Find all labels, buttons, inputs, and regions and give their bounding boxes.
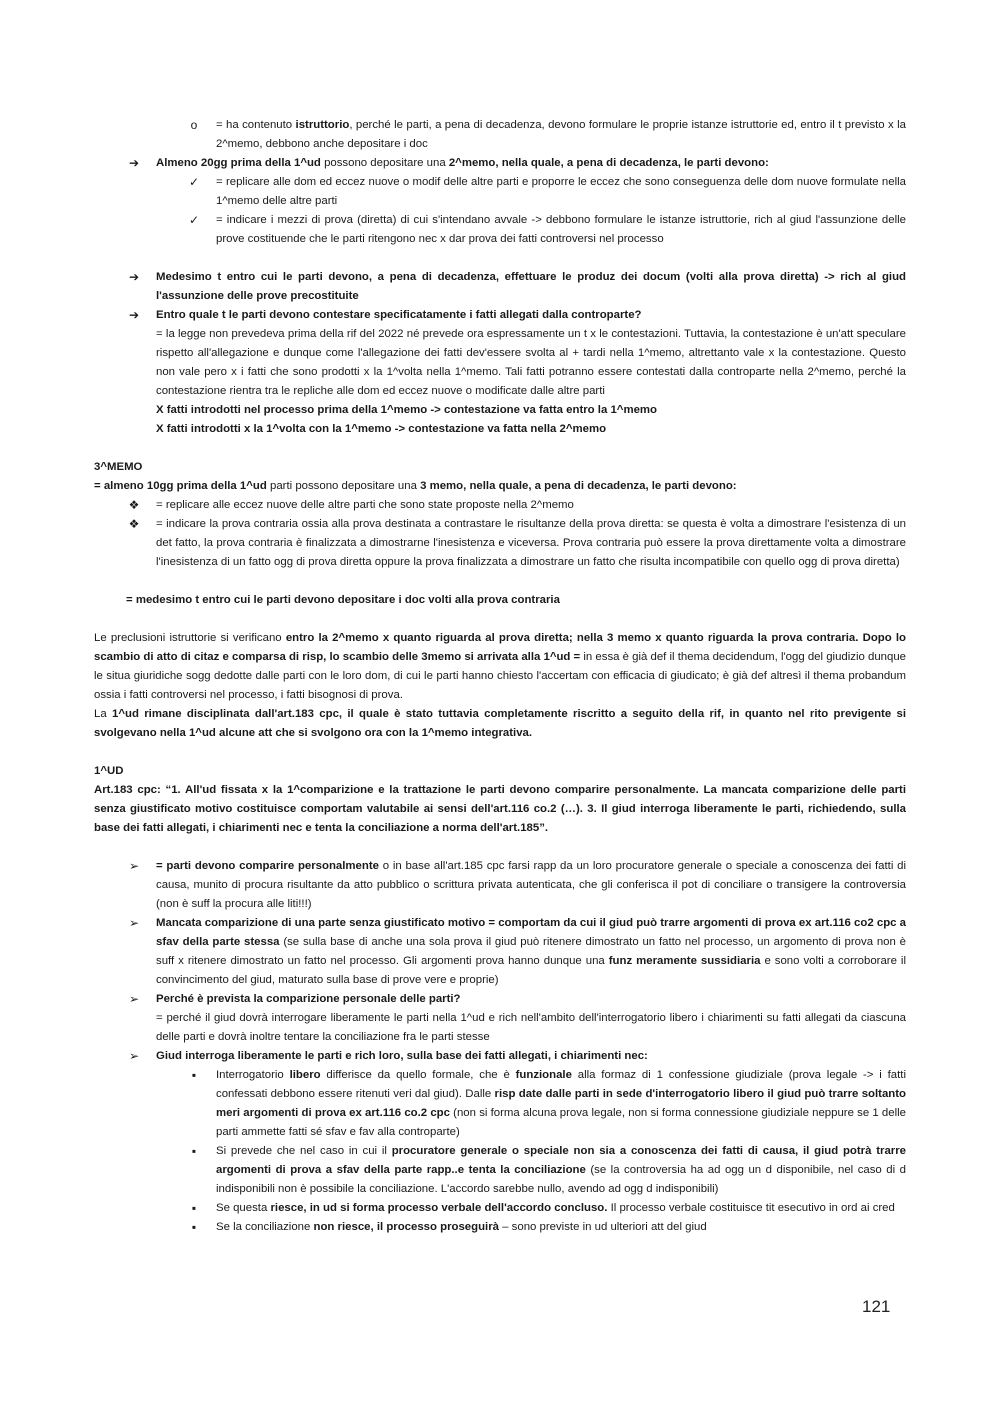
text-run: funz meramente sussidiaria	[608, 955, 761, 967]
text-run: Art.183 cpc: “1. All'ud fissata x la 1^comparizione e la trattazione le parti devono comparire personalmente. La mancata comparizione delle parti senza giustificato motivo costituisce comportam valutabile ai sensi dell'art.116 co.2 (…). 3. Il giud interroga liberamente le parti, richiedendo, sulla base dei fatti allegati, i chiarimenti nec e tenta la conciliazione a norma dell'art.185”.	[94, 784, 906, 834]
list-item-text	[216, 1142, 906, 1199]
list-item-text	[156, 1047, 906, 1066]
text-run: Perché è prevista la comparizione personale delle parti?	[156, 993, 461, 1005]
paragraph	[94, 420, 906, 439]
text-run: – sono previste in ud ulteriori att del giud	[499, 1221, 707, 1233]
list-item-text	[156, 990, 906, 1009]
list-item-text	[156, 515, 906, 572]
text-run: Mancata comparizione di una parte senza giustificato motivo = comportam da cui il giud può trarre argomenti di prova ex art.116 co2 cpc a sfav della parte stessa	[156, 917, 906, 948]
paragraph	[94, 325, 906, 401]
text-run: = replicare alle eccez nuove delle altre parti che sono state proposte nella 2^memo	[156, 499, 574, 511]
text-run: Si prevede che nel caso in cui il	[216, 1145, 392, 1157]
text-run: parti possono depositare una	[266, 480, 421, 492]
document-page	[94, 116, 906, 1237]
list-item-text	[216, 1066, 906, 1142]
text-run: istruttorio	[295, 119, 350, 131]
text-run: Se questa	[216, 1202, 271, 1214]
arrow-bullet-icon: ➔	[128, 270, 140, 284]
text-run: procuratore generale o speciale non sia a conoscenza dei fatti di causa, il giud potrà trarre argomenti di prova a sfav della parte rapp..e tenta la conciliazione	[216, 1145, 906, 1176]
paragraph	[94, 477, 906, 496]
text-run: Il processo verbale costituisce tit esecutivo in ord ai cred	[607, 1202, 895, 1214]
text-run: = ha contenuto	[216, 119, 296, 131]
text-run: risp date dalle parti in sede d'interrogatorio libero il giud può trarre soltanto meri argomenti di prova ex art.116 co.2 cpc	[216, 1088, 906, 1119]
text-run: Se la conciliazione	[216, 1221, 314, 1233]
text-run: X fatti introdotti nel processo prima della 1^memo -> contestazione va fatta entro la 1^memo	[156, 404, 657, 416]
text-run: differisce da quello formale, che è	[320, 1069, 516, 1081]
list-item-text	[156, 857, 906, 914]
list-item-text	[216, 116, 906, 154]
text-run: possono depositare una	[320, 157, 449, 169]
square-bullet-icon: ▪	[191, 1201, 197, 1215]
paragraph	[94, 629, 906, 705]
list-item	[94, 496, 906, 515]
paragraph	[94, 705, 906, 743]
checkmark-bullet-icon: ✓	[188, 213, 200, 227]
paragraph	[94, 591, 906, 610]
arrow-bullet-icon: ➔	[128, 308, 140, 322]
text-run: riesce, in ud si forma processo verbale dell'accordo concluso.	[270, 1202, 608, 1214]
list-item	[94, 211, 906, 249]
text-run: = almeno 10gg prima della 1^ud	[94, 480, 267, 492]
list-item	[94, 914, 906, 990]
text-run: 3 memo, nella quale, a pena di decadenza, le parti devono:	[420, 480, 737, 492]
text-run: = la legge non prevedeva prima della rif del 2022 né prevede ora espressamente un t x le contestazioni. Tuttavia, la contestazione è un'att speculare rispetto all'allegazione e dunque come l'allegazione dei fatti dev'essere svolta al + tardi nella 1^memo, altrettanto vale x la contestazione. Questo non vale pero x i fatti che sono prodotti x la 1^volta nella 1^memo. Tali fatti potranno essere contestati dalla controparte nella 2^memo, perché la contestazione rientra tra le repliche alle dom ed eccez nuove o modificate dalle altre parti	[156, 328, 906, 397]
text-run: (se la controversia ha ad ogg un d disponibile, nel caso di d indisponibili non è possibile la conciliazione. L'accordo sarebbe nullo, avendo ad ogg d indisponibili)	[216, 1164, 906, 1195]
list-item	[94, 1218, 906, 1237]
list-item	[94, 173, 906, 211]
text-run: = perché il giud dovrà interrogare liberamente le parti nella 1^ud e rich nell'ambito dell'interrogatorio libero i chiarimenti su fatti allegati da ciascuna delle parti e dovrà inoltre tentare la conciliazione fra le parti stesse	[156, 1012, 906, 1043]
text-run: entro la 2^memo x quanto riguarda al prova diretta; nella 3 memo x quanto riguarda la prova contraria. Dopo lo scambio di atto di citaz e comparsa di risp, lo scambio delle 3memo si arrivata alla 1^ud =	[94, 632, 906, 663]
square-bullet-icon: ▪	[191, 1144, 197, 1158]
list-item	[94, 268, 906, 306]
text-run: e sono volti a corroborare il convincimento del giud, maturato sulla base di prove vere e proprie)	[156, 955, 906, 986]
text-run: Interrogatorio	[216, 1069, 290, 1081]
list-item	[94, 1142, 906, 1199]
list-item-text	[156, 496, 906, 515]
text-run: 3^MEMO	[94, 461, 143, 473]
text-run: Entro quale t le parti devono contestare specificatamente i fatti allegati dalla controparte?	[156, 309, 642, 321]
list-item-text	[156, 306, 906, 325]
text-run: = replicare alle dom ed eccez nuove o modif delle altre parti e proporre le eccez che sono conseguenza delle dom nuove formulate nella 1^memo delle altre parti	[216, 176, 906, 207]
list-item	[94, 154, 906, 173]
arrowhead-bullet-icon: ➢	[128, 992, 140, 1006]
list-item	[94, 1047, 906, 1066]
section-heading	[94, 762, 906, 781]
arrowhead-bullet-icon: ➢	[128, 859, 140, 873]
text-run: non riesce, il processo proseguirà	[313, 1221, 499, 1233]
arrowhead-bullet-icon: ➢	[128, 916, 140, 930]
list-item-text	[156, 914, 906, 990]
list-item	[94, 857, 906, 914]
text-run: funzionale	[515, 1069, 572, 1081]
diamond-bullet-icon: ❖	[128, 517, 140, 531]
text-run: o in base all'art.185 cpc farsi rapp da un loro procuratore generale o speciale a conoscenza dei fatti di causa, munito di procura risultante da atto pubblico o scrittura privata autenticata, che gli conferisca il pot di conciliare o transigere la controversia (non è suff la procura alle liti!!!)	[156, 860, 906, 910]
diamond-bullet-icon: ❖	[128, 498, 140, 512]
page-number: 121	[862, 1297, 891, 1316]
text-run: Medesimo t entro cui le parti devono, a pena di decadenza, effettuare le produz dei docum (volti alla prova diretta) -> rich al giud l'assunzione delle prove precostituite	[156, 271, 906, 302]
text-run: Le preclusioni istruttorie si verificano	[94, 632, 286, 644]
list-item	[94, 1066, 906, 1142]
square-bullet-icon: ▪	[191, 1068, 197, 1082]
list-item-text	[216, 211, 906, 249]
arrow-bullet-icon: ➔	[128, 156, 140, 170]
text-run: X fatti introdotti x la 1^volta con la 1^memo -> contestazione va fatta nella 2^memo	[156, 423, 607, 435]
paragraph	[94, 1009, 906, 1047]
list-item-text	[216, 1199, 906, 1218]
text-run: 2^memo, nella quale, a pena di decadenza, le parti devono:	[448, 157, 769, 169]
text-run: in essa è già def il thema decidendum, l'ogg del giudizio dunque le situa giuridiche sogg dedotte dalle parti con le loro dom, di cui le parti hanno chiesto l'accertam con efficacia di giudicato; è già def altresì il thema probandum ossia i fatti controversi nel processo, i fatti bisognosi di prova.	[94, 651, 907, 701]
text-run: 1^ud rimane disciplinata dall'art.183 cpc, il quale è stato tuttavia completamente riscritto a seguito della rif, in quanto nel rito previgente si svolgevano nella 1^ud alcune att che si svolgono ora con la 1^memo integrativa.	[94, 708, 906, 739]
square-bullet-icon: ▪	[191, 1220, 197, 1234]
text-run: (non si forma alcuna prova legale, non si forma connessione giudiziale neppure se 1 delle parti ammette fatti sé sfav e fav alla controparte)	[216, 1107, 906, 1138]
list-item-text	[216, 173, 906, 211]
checkmark-bullet-icon: ✓	[188, 175, 200, 189]
list-item	[94, 306, 906, 325]
list-item-text	[156, 154, 906, 173]
list-item-text	[156, 268, 906, 306]
section-heading	[94, 458, 906, 477]
circle-bullet-icon: o	[190, 118, 198, 132]
text-run: = medesimo t entro cui le parti devono depositare i doc volti alla prova contraria	[126, 594, 560, 606]
list-item	[94, 990, 906, 1009]
list-item	[94, 515, 906, 572]
text-run: (se sulla base di anche una sola prova il giud può ritenere dimostrato un fatto nel processo, un argomento di prova non è suff x ritenere dimostrato un fatto nel processo. Gli argomenti prova hanno dunque una	[156, 936, 906, 967]
list-item-text	[216, 1218, 906, 1237]
paragraph	[94, 781, 906, 838]
text-run: La	[94, 708, 112, 720]
text-run: = indicare la prova contraria ossia alla prova destinata a contrastare le risultanze della prova diretta: se questa è volta a dimostrare l'esistenza di un det fatto, la prova contraria è finalizzata a dimostrarne l'inesistenza e viceversa. Prova contraria può essere la prova direttamente volta a dimostrare l'inesistenza di un fatto ogg di prova diretta oppure la prova finalizzata a dimostrare un fatto che risulta incompatibile con quello ogg di prova diretta)	[156, 518, 906, 568]
text-run: = indicare i mezzi di prova (diretta) di cui s'intendano avvale -> debbono formulare le istanze istruttorie, rich al giud l'assunzione delle prove costituende che le parti ritengono nec x dar prova dei fatti controversi nel processo	[216, 214, 906, 245]
text-run: = parti devono comparire personalmente	[156, 860, 379, 872]
text-run: 1^UD	[94, 765, 124, 777]
arrowhead-bullet-icon: ➢	[128, 1049, 140, 1063]
paragraph	[94, 401, 906, 420]
text-run: Almeno 20gg prima della 1^ud	[156, 157, 321, 169]
list-item	[94, 116, 906, 154]
list-item	[94, 1199, 906, 1218]
text-run: libero	[289, 1069, 321, 1081]
text-run: Giud interroga liberamente le parti e rich loro, sulla base dei fatti allegati, i chiarimenti nec:	[156, 1050, 648, 1062]
text-run: , perché le parti, a pena di decadenza, devono formulare le proprie istanze istruttorie ed, entro il t previsto x la 2^memo, debbono anche depositare i doc	[216, 119, 906, 150]
text-run: alla formaz di 1 confessione giudiziale (prova legale -> i fatti confessati debbono essere ritenuti veri dal giud). Dalle	[216, 1069, 906, 1100]
